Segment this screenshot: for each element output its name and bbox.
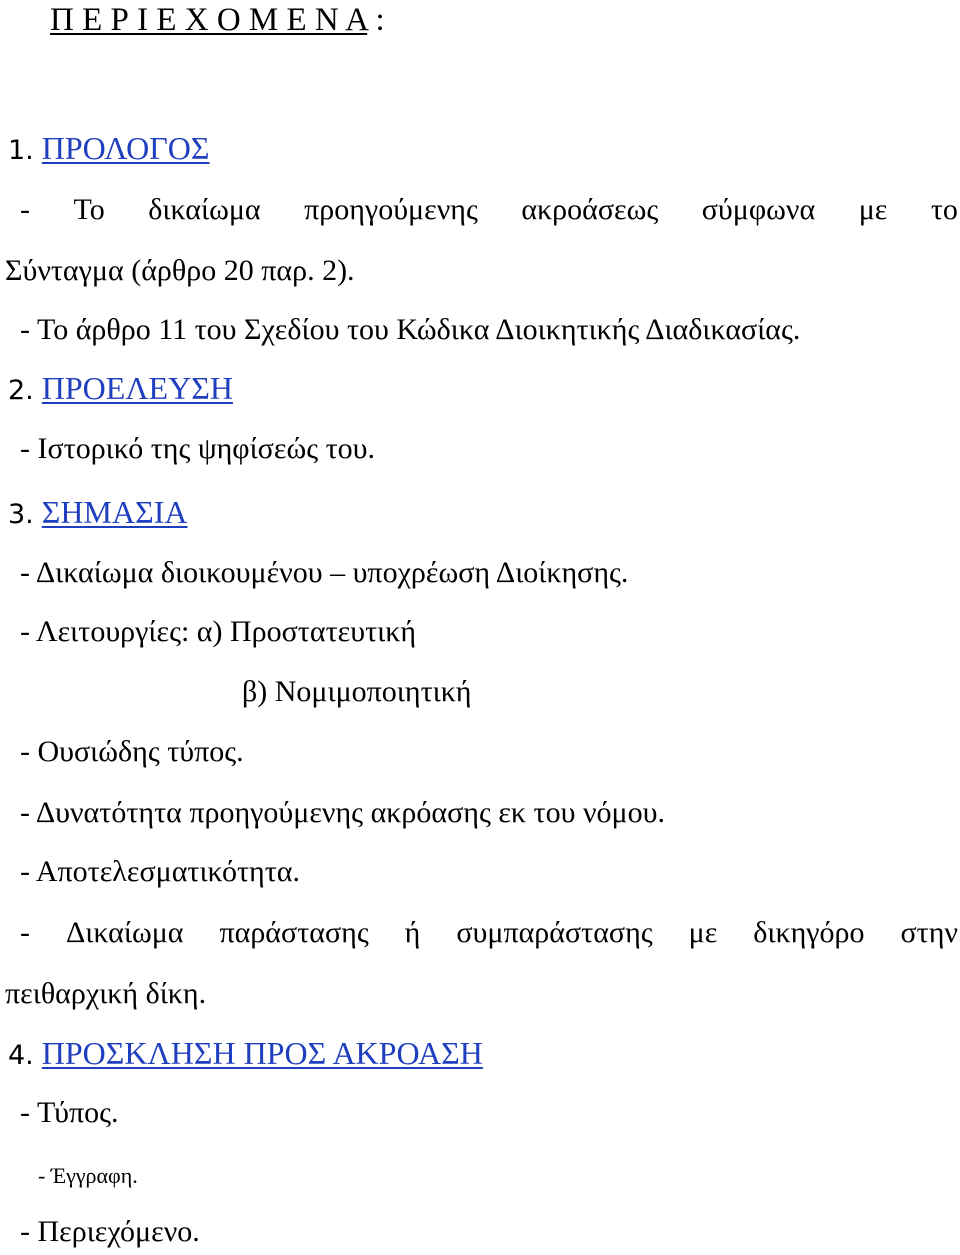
word: - [20,193,30,226]
section-heading-link[interactable]: ΠΡΟΕΛΕΥΣΗ [41,370,233,406]
word: Το [73,193,105,226]
section-heading-link[interactable]: ΠΡΟΣΚΛΗΣΗ ΠΡΟΣ ΑΚΡΟΑΣΗ [41,1035,483,1071]
toc-item: - Αποτελεσματικότητα. [20,855,301,888]
toc-item: πειθαρχική δίκη. [5,977,207,1010]
toc-item: - Έγγραφη. [38,1163,138,1188]
word: με [688,916,718,949]
toc-item-justified [20,193,958,227]
toc-item: - Τύπος. [20,1096,119,1129]
word: το [930,193,958,226]
word: σύμφωνα [701,193,816,226]
word: στην [900,916,958,949]
word: παράστασης [219,916,369,949]
section-3-heading-row [8,494,187,531]
word: δικηγόρο [753,916,865,949]
toc-title-suffix: : [367,2,385,38]
word: συμπαράστασης [456,916,653,949]
section-2-heading-row [8,370,233,407]
word: δικαίωμα [148,193,261,226]
word: ή [404,916,421,949]
section-number: 2. [8,375,34,406]
section-number: 3. [8,499,34,530]
section-heading-link[interactable]: ΣΗΜΑΣΙΑ [41,494,188,530]
toc-item: - Περιεχόμενο. [20,1215,200,1248]
toc-title-row [50,2,385,39]
word: με [858,193,888,226]
toc-item: - Λειτουργίες: α) Προστατευτική [20,615,417,648]
toc-item: - Ιστορικό της ψηφίσεώς του. [20,432,375,465]
section-heading-link[interactable]: ΠΡΟΛΟΓΟΣ [41,130,210,166]
toc-title: Π Ε Ρ Ι Ε Χ Ο Μ Ε Ν Α [50,2,368,38]
word: προηγούμενης [304,193,478,226]
word: ακροάσεως [521,193,659,226]
section-number: 1. [8,135,34,166]
toc-item: β) Νομιμοποιητική [242,675,472,708]
toc-item: - Δικαίωμα διοικουμένου – υποχρέωση Διοίκησης. [20,556,629,589]
section-number: 4. [8,1040,34,1071]
section-1-heading-row [8,130,209,167]
toc-item: - Δυνατότητα προηγούμενης ακρόασης εκ του νόμου. [20,796,665,829]
section-4-heading-row [8,1035,483,1072]
toc-item-justified [20,916,958,950]
word: - [20,916,30,949]
toc-item: Σύνταγμα (άρθρο 20 παρ. 2). [5,254,355,287]
word: Δικαίωμα [65,916,184,949]
toc-item: - Το άρθρο 11 του Σχεδίου του Κώδικα Διοικητικής Διαδικασίας. [20,313,801,346]
toc-item: - Ουσιώδης τύπος. [20,735,244,768]
